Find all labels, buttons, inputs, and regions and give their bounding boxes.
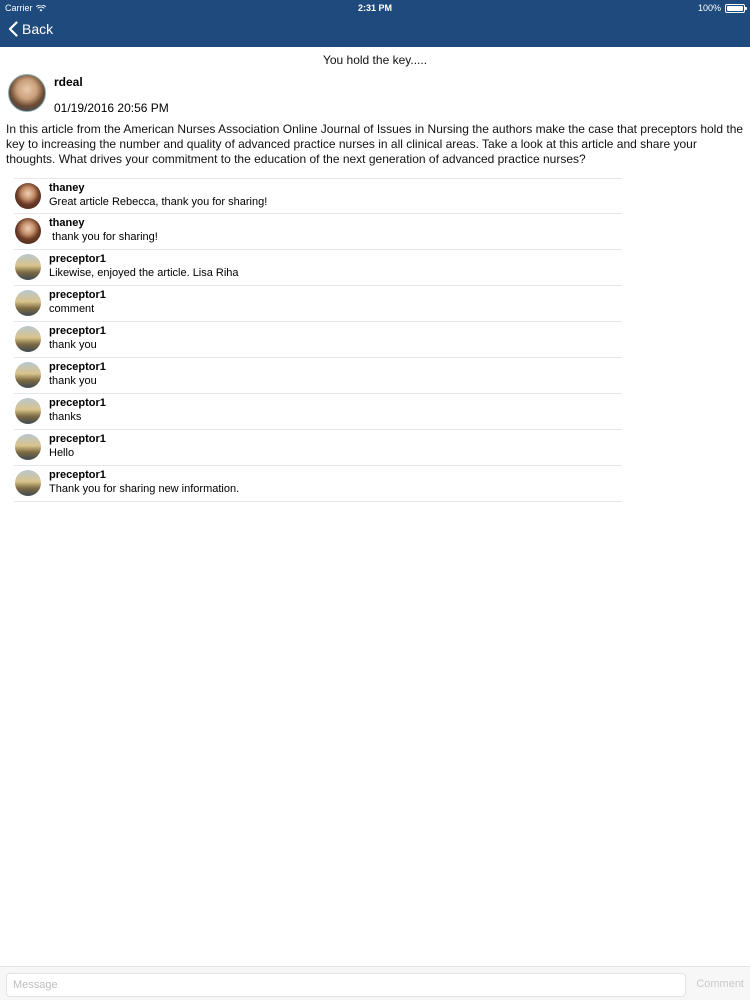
comment-item	[14, 466, 622, 502]
top-bar	[0, 0, 750, 47]
post-date: 01/19/2016 20:56 PM	[54, 101, 169, 115]
back-button[interactable]	[8, 21, 53, 37]
comment-item	[14, 250, 622, 286]
comment-author: preceptor1	[49, 361, 106, 373]
chevron-left-icon	[8, 21, 18, 37]
avatar	[15, 362, 41, 388]
status-time: 2:31 PM	[357, 3, 392, 13]
comment-composer	[0, 966, 750, 1000]
avatar	[15, 470, 41, 496]
comment-author: preceptor1	[49, 325, 106, 337]
comment-author: thaney	[49, 217, 85, 229]
avatar	[15, 326, 41, 352]
post-author: rdeal	[54, 75, 83, 89]
comment-text: Thank you for sharing new information.	[49, 483, 240, 495]
avatar	[15, 434, 41, 460]
message-input[interactable]	[6, 973, 686, 997]
comment-item	[14, 394, 622, 430]
comment-item	[14, 430, 622, 466]
comment-button[interactable]: Comment	[696, 978, 744, 990]
battery-percent: 100%	[697, 3, 721, 13]
comment-item	[14, 214, 622, 250]
comment-text: thank you	[49, 339, 97, 351]
comment-item	[14, 358, 622, 394]
comment-item	[14, 178, 622, 214]
back-label: Back	[22, 21, 54, 37]
comment-author: thaney	[49, 182, 85, 194]
post-title: You hold the key.....	[322, 53, 428, 67]
comment-author: preceptor1	[49, 253, 106, 265]
nav-bar	[0, 16, 750, 47]
battery-icon	[725, 4, 745, 13]
comment-author: preceptor1	[49, 397, 106, 409]
author-avatar	[8, 74, 46, 112]
post-body: In this article from the American Nurses Association Online Journal of Issues in Nursing the authors make the case that preceptors hold the key to increasing the number and quality of advanced practice nurses in all clinical areas. Take a look at this article and share your thoughts. What drives your commitment to the education of the next generation of advanced practice nurses?	[6, 122, 744, 166]
comment-author: preceptor1	[49, 289, 106, 301]
comment-author: preceptor1	[49, 469, 106, 481]
avatar	[15, 290, 41, 316]
comment-item	[14, 322, 622, 358]
avatar	[15, 254, 41, 280]
avatar	[15, 218, 41, 244]
comment-text: comment	[49, 303, 95, 315]
comment-item	[14, 286, 622, 322]
comment-author: preceptor1	[49, 433, 106, 445]
status-bar	[0, 0, 750, 16]
comment-text: Likewise, enjoyed the article. Lisa Riha	[49, 267, 239, 279]
carrier-label: Carrier	[5, 3, 33, 13]
comment-text: thank you for sharing!	[49, 231, 158, 243]
comment-text: Great article Rebecca, thank you for sharing!	[49, 196, 268, 208]
comment-list	[14, 178, 622, 502]
comment-text: thanks	[49, 411, 82, 423]
comment-text: Hello	[49, 447, 75, 459]
post-header	[8, 74, 508, 116]
avatar	[15, 183, 41, 209]
comment-text: thank you	[49, 375, 97, 387]
avatar	[15, 398, 41, 424]
status-battery	[698, 3, 745, 13]
